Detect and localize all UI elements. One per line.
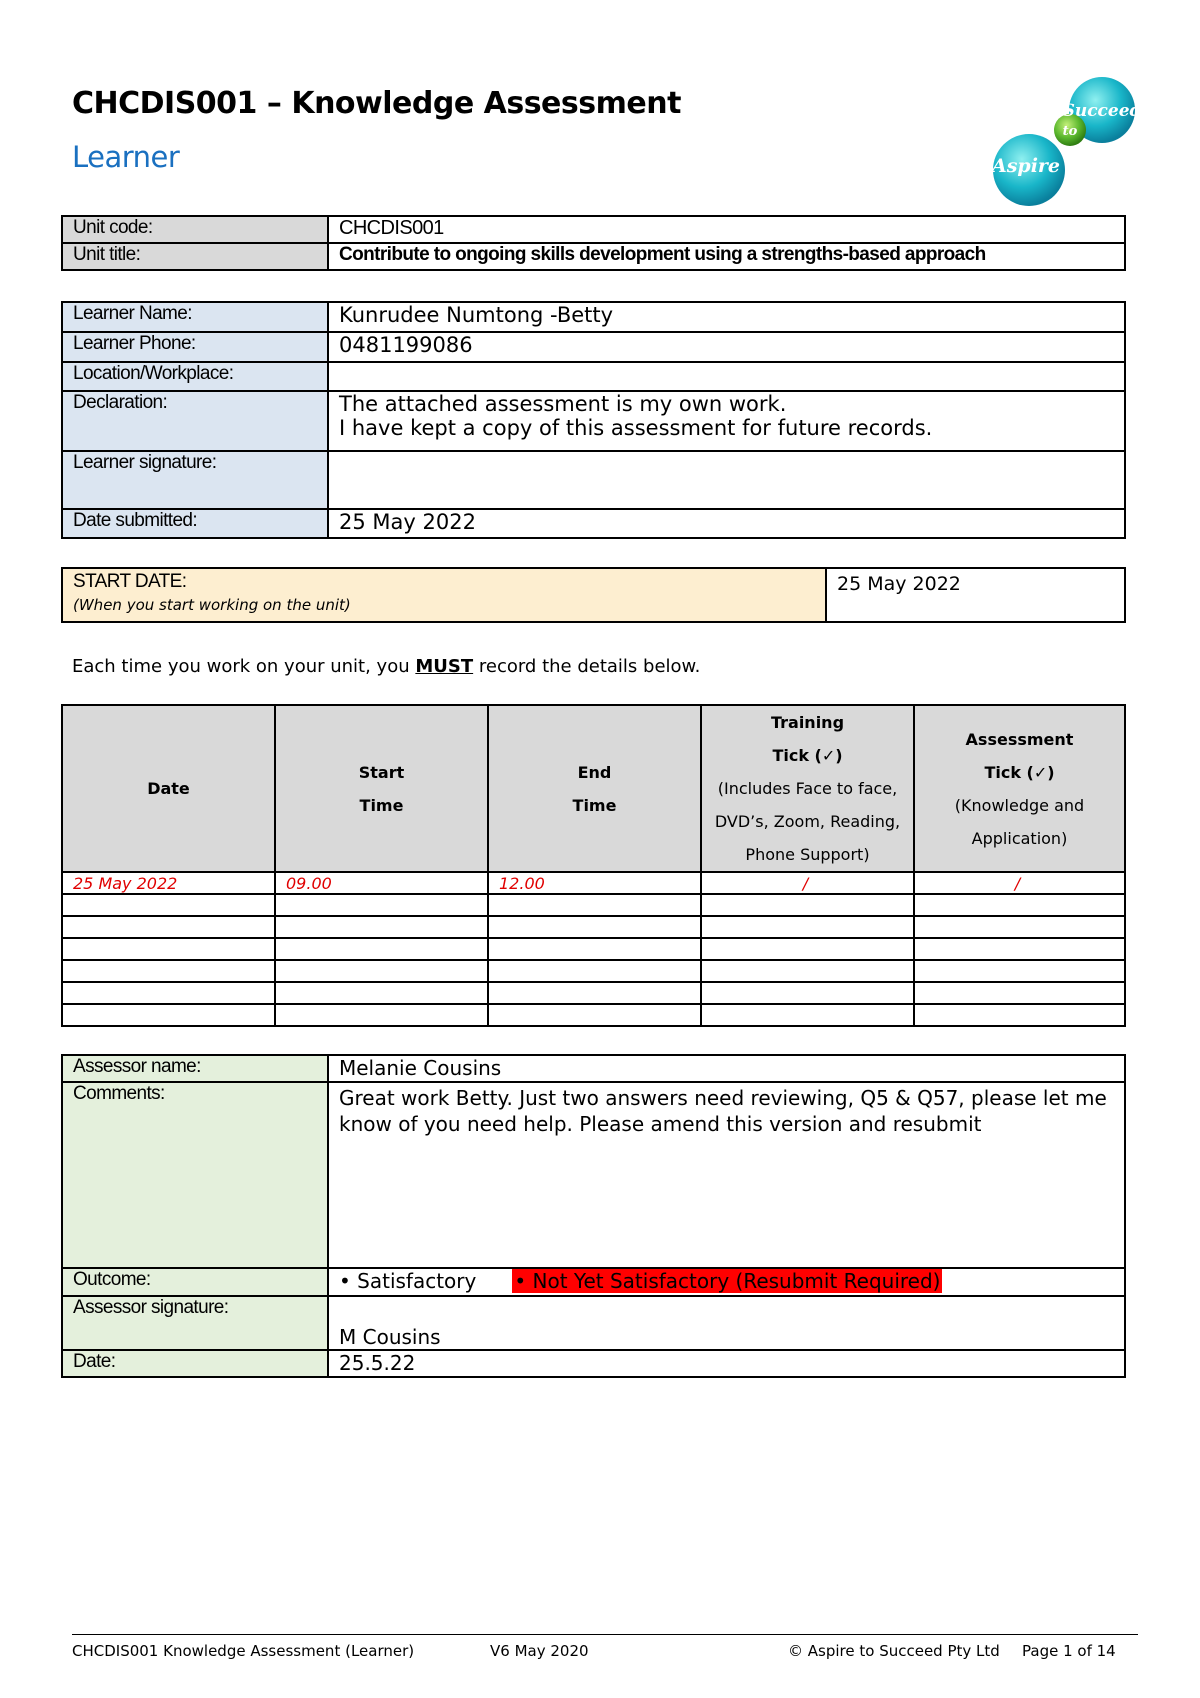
footer-doc-title: CHCDIS001 Knowledge Assessment (Learner): [72, 1642, 415, 1660]
must-emphasis: MUST: [415, 656, 474, 677]
log-date-cell[interactable]: [62, 916, 275, 938]
comments-label: Comments:: [62, 1082, 328, 1268]
start-date-label-cell: [62, 568, 826, 622]
unit-code-value: CHCDIS001: [328, 216, 1125, 243]
table-row: [62, 1004, 1125, 1026]
learner-name-value: Kunrudee Numtong -Betty: [328, 302, 1125, 332]
log-assessment-tick-cell[interactable]: [914, 894, 1125, 916]
learner-phone-value: 0481199086: [328, 332, 1125, 362]
outcome-label: Outcome:: [62, 1268, 328, 1296]
log-training-tick-cell[interactable]: [701, 916, 914, 938]
learner-signature-field[interactable]: [328, 451, 1125, 509]
start-date-label: START DATE:: [73, 571, 187, 592]
col-header-end-time: End Time: [488, 705, 701, 872]
log-training-tick-cell[interactable]: [701, 960, 914, 982]
log-end-cell[interactable]: [488, 938, 701, 960]
log-start-cell[interactable]: [275, 1004, 488, 1026]
assessor-signature-value: M Cousins: [328, 1296, 1125, 1350]
location-value: [328, 362, 1125, 391]
start-date-hint: (When you start working on the unit): [73, 596, 351, 614]
learner-name-label: Learner Name:: [62, 302, 328, 332]
declaration-line-1: The attached assessment is my own work.: [339, 392, 787, 416]
page-title: CHCDIS001 – Knowledge Assessment: [72, 86, 681, 121]
learner-signature-label: Learner signature:: [62, 451, 328, 509]
log-date-cell[interactable]: [62, 982, 275, 1004]
unit-table: [61, 215, 1126, 271]
log-training-tick-cell[interactable]: /: [701, 872, 914, 894]
assessor-name-value: Melanie Cousins: [328, 1055, 1125, 1082]
footer-page-number: Page 1 of 14: [1022, 1642, 1116, 1660]
log-training-tick-cell[interactable]: [701, 894, 914, 916]
log-end-cell[interactable]: [488, 916, 701, 938]
log-training-tick-cell[interactable]: [701, 982, 914, 1004]
footer-divider: [72, 1634, 1138, 1635]
start-date-value: 25 May 2022: [826, 568, 1125, 622]
table-row: [62, 960, 1125, 982]
instruction-text: Each time you work on your unit, you MUST record the details below.: [72, 656, 701, 677]
log-end-cell[interactable]: [488, 982, 701, 1004]
outcome-satisfactory[interactable]: • Satisfactory: [339, 1269, 477, 1293]
table-row: [62, 938, 1125, 960]
col-header-assessment: Assessment Tick (✓) (Knowledge and Application): [914, 705, 1125, 872]
log-date-cell[interactable]: [62, 960, 275, 982]
log-end-cell[interactable]: [488, 960, 701, 982]
log-start-cell[interactable]: [275, 916, 488, 938]
unit-title-label: Unit title:: [62, 243, 328, 270]
declaration-line-2: I have kept a copy of this assessment for future records.: [339, 416, 933, 440]
log-assessment-tick-cell[interactable]: [914, 960, 1125, 982]
log-training-tick-cell[interactable]: [701, 938, 914, 960]
log-end-cell[interactable]: [488, 1004, 701, 1026]
assessor-date-label: Date:: [62, 1350, 328, 1377]
comments-value: Great work Betty. Just two answers need reviewing, Q5 & Q57, please let me know of you need help. Please amend this version and resubmit: [328, 1082, 1125, 1268]
log-assessment-tick-cell[interactable]: [914, 916, 1125, 938]
date-submitted-label: Date submitted:: [62, 509, 328, 538]
log-date-cell[interactable]: [62, 938, 275, 960]
date-submitted-value: 25 May 2022: [328, 509, 1125, 538]
col-header-date: Date: [62, 705, 275, 872]
log-training-tick-cell[interactable]: [701, 1004, 914, 1026]
page-subtitle: Learner: [72, 140, 180, 174]
start-date-table: [61, 567, 1126, 623]
log-start-cell[interactable]: [275, 894, 488, 916]
location-label: Location/Workplace:: [62, 362, 328, 391]
log-end-cell[interactable]: [488, 894, 701, 916]
outcome-options: [328, 1268, 1125, 1296]
unit-code-label: Unit code:: [62, 216, 328, 243]
log-start-cell[interactable]: [275, 960, 488, 982]
work-log-table: [61, 704, 1126, 1027]
svg-text:Aspire: Aspire: [992, 155, 1061, 177]
footer-version: V6 May 2020: [490, 1642, 589, 1660]
log-assessment-tick-cell[interactable]: [914, 1004, 1125, 1026]
svg-text:to: to: [1062, 124, 1078, 139]
col-header-start-time: Start Time: [275, 705, 488, 872]
table-row: [62, 982, 1125, 1004]
log-assessment-tick-cell[interactable]: [914, 938, 1125, 960]
log-date-cell[interactable]: [62, 1004, 275, 1026]
log-start-cell[interactable]: [275, 982, 488, 1004]
outcome-not-yet-satisfactory[interactable]: • Not Yet Satisfactory (Resubmit Required): [514, 1269, 941, 1293]
learner-table: [61, 301, 1126, 539]
learner-phone-label: Learner Phone:: [62, 332, 328, 362]
svg-text:Succeed: Succeed: [1062, 101, 1142, 121]
log-date-cell[interactable]: 25 May 2022: [62, 872, 275, 894]
declaration-text: [328, 391, 1125, 451]
aspire-to-succeed-logo: [992, 72, 1142, 212]
table-row: [62, 894, 1125, 916]
log-assessment-tick-cell[interactable]: [914, 982, 1125, 1004]
col-header-training: Training Tick (✓) (Includes Face to face, DVD’s, Zoom, Reading, Phone Support): [701, 705, 914, 872]
log-end-cell[interactable]: 12.00: [488, 872, 701, 894]
table-row: [62, 872, 1125, 894]
declaration-label: Declaration:: [62, 391, 328, 451]
footer-copyright: © Aspire to Succeed Pty Ltd: [788, 1642, 1000, 1660]
unit-title-value: Contribute to ongoing skills development using a strengths-based approach: [328, 243, 1125, 270]
log-date-cell[interactable]: [62, 894, 275, 916]
assessor-table: [61, 1054, 1126, 1378]
assessor-date-value: 25.5.22: [328, 1350, 1125, 1377]
assessor-name-label: Assessor name:: [62, 1055, 328, 1082]
log-start-cell[interactable]: 09.00: [275, 872, 488, 894]
assessor-signature-label: Assessor signature:: [62, 1296, 328, 1350]
table-row: [62, 916, 1125, 938]
log-assessment-tick-cell[interactable]: /: [914, 872, 1125, 894]
log-start-cell[interactable]: [275, 938, 488, 960]
